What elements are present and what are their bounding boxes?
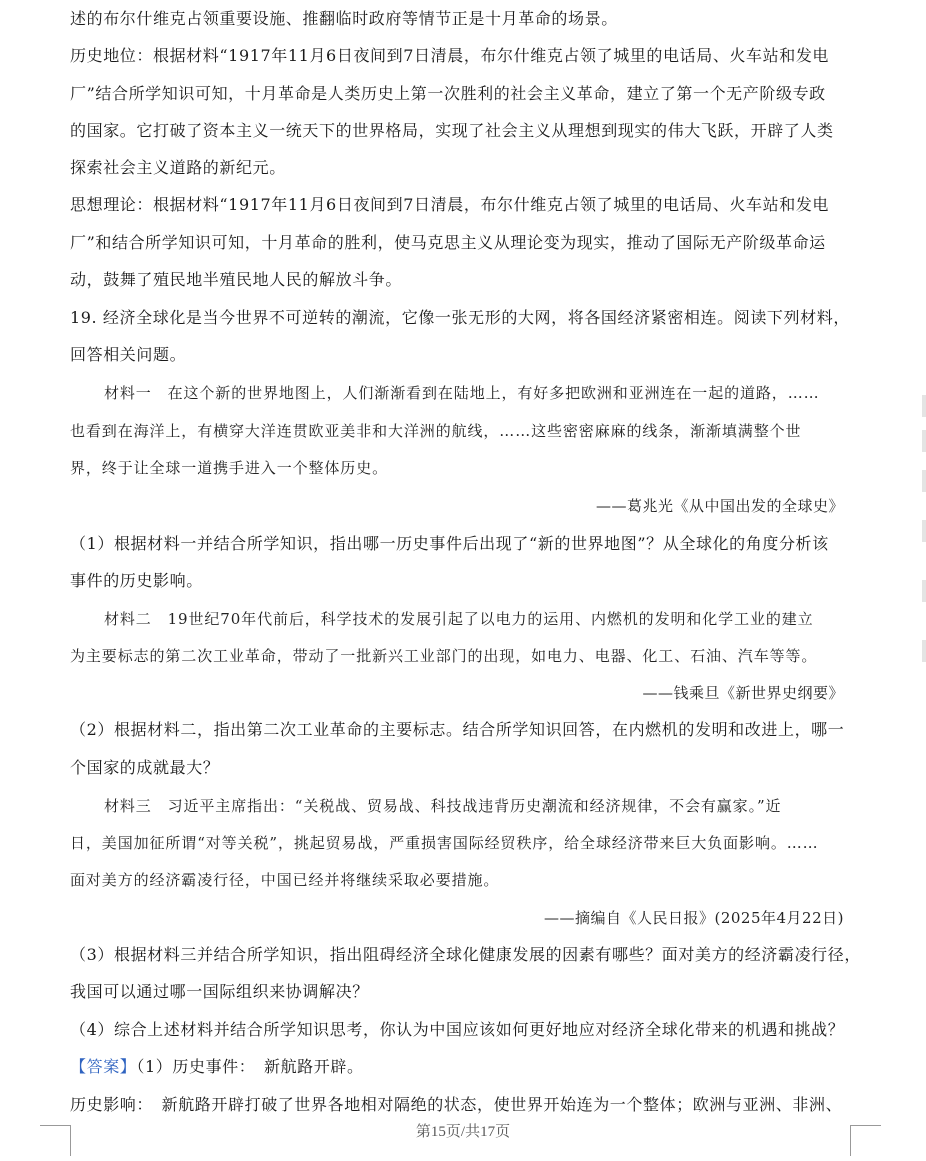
sub-question-4: （4）综合上述材料并结合所学知识思考，你认为中国应该如何更好地应对经济全球化带来的机遇和挑战？ bbox=[70, 1020, 845, 1039]
answer-tag: 【答案】 bbox=[70, 1057, 137, 1076]
scroll-edge-mark bbox=[922, 430, 926, 452]
answer-line-1 bbox=[70, 1056, 364, 1078]
answer-text: （1）历史事件： 新航路开辟。 bbox=[136, 1057, 364, 1076]
scroll-edge-mark bbox=[922, 580, 926, 602]
sub-question-2-cont: 个国家的成就最大？ bbox=[70, 758, 220, 777]
material-3-line-1: 材料三 习近平主席指出：“关税战、贸易战、科技战违背历史潮流和经济规律，不会有赢家。”近 bbox=[104, 797, 782, 815]
question-19-stem-cont: 回答相关问题。 bbox=[70, 345, 187, 364]
text-line-6: 思想理论：根据材料“1917年11月6日夜间到7日清晨，布尔什维克占领了城里的电话局、火车站和发电 bbox=[70, 195, 830, 214]
text-line-4: 的国家。它打破了资本主义一统天下的世界格局，实现了社会主义从理想到现实的伟大飞跃，开辟了人类 bbox=[70, 121, 834, 140]
material-3-line-2: 日，美国加征所谓“对等关税”，挑起贸易战，严重损害国际经贸秩序，给全球经济带来巨大负面影响。…… bbox=[70, 834, 819, 852]
sub-question-3-cont: 我国可以通过哪一国际组织来协调解决？ bbox=[70, 982, 369, 1001]
scroll-edge-mark bbox=[922, 470, 926, 492]
question-19-stem: 19. 经济全球化是当今世界不可逆转的潮流，它像一张无形的大网，将各国经济紧密相连。阅读下列材料， bbox=[70, 308, 850, 327]
material-1-line-2: 也看到在海洋上，有横穿大洋连贯欧亚美非和大洋洲的航线，……这些密密麻麻的线条，渐渐填满整个世 bbox=[70, 422, 802, 440]
scroll-edge-mark bbox=[922, 395, 926, 417]
sub-question-3: （3）根据材料三并结合所学知识，指出阻碍经济全球化健康发展的因素有哪些？面对美方的经济霸凌行径， bbox=[70, 945, 861, 964]
material-1-source: ——葛兆光《从中国出发的全球史》 bbox=[595, 497, 844, 515]
sub-question-2: （2）根据材料二，指出第二次工业革命的主要标志。结合所学知识回答，在内燃机的发明和改进上，哪一 bbox=[70, 720, 845, 739]
text-line-7: 厂”和结合所学知识可知，十月革命的胜利，使马克思主义从理论变为现实，推动了国际无产阶级革命运 bbox=[70, 233, 826, 252]
text-line-3: 厂”结合所学知识可知，十月革命是人类历史上第一次胜利的社会主义革命，建立了第一个无产阶级专政 bbox=[70, 84, 826, 103]
text-line-8: 动，鼓舞了殖民地半殖民地人民的解放斗争。 bbox=[70, 270, 403, 289]
text-line-5: 探索社会主义道路的新纪元。 bbox=[70, 158, 286, 177]
scroll-edge-mark bbox=[922, 640, 926, 662]
material-1-line-3: 界，终于让全球一道携手进入一个整体历史。 bbox=[70, 459, 389, 477]
scroll-edge-mark bbox=[922, 520, 926, 542]
sub-question-1-cont: 事件的历史影响。 bbox=[70, 571, 203, 590]
sub-question-1: （1）根据材料一并结合所学知识，指出哪一历史事件后出现了“新的世界地图”？从全球化的角度分析该 bbox=[70, 534, 829, 553]
material-1-line-1: 材料一 在这个新的世界地图上，人们渐渐看到在陆地上，有好多把欧洲和亚洲连在一起的道路，…… bbox=[104, 384, 820, 402]
material-2-line-2: 为主要标志的第二次工业革命，带动了一批新兴工业部门的出现，如电力、电器、化工、石油、汽车等等。 bbox=[70, 647, 818, 665]
material-2-source: ——钱乘旦《新世界史纲要》 bbox=[642, 684, 844, 702]
page-number-footer: 第15页/共17页 bbox=[415, 1124, 511, 1140]
material-3-line-3: 面对美方的经济霸凌行径，中国已经并将继续采取必要措施。 bbox=[70, 871, 500, 889]
material-3-source: ——摘编自《人民日报》(2025年4月22日) bbox=[543, 909, 844, 927]
material-2-line-1: 材料二 19世纪70年代前后，科学技术的发展引起了以电力的运用、内燃机的发明和化学工业的建立 bbox=[104, 610, 814, 628]
answer-line-2: 历史影响： 新航路开辟打破了世界各地相对隔绝的状态，使世界开始连为一个整体；欧洲与亚洲、非洲、 bbox=[70, 1095, 843, 1114]
text-line-2: 历史地位：根据材料“1917年11月6日夜间到7日清晨，布尔什维克占领了城里的电话局、火车站和发电 bbox=[70, 46, 830, 65]
text-line-1: 述的布尔什维克占领重要设施、推翻临时政府等情节正是十月革命的场景。 bbox=[70, 9, 618, 28]
